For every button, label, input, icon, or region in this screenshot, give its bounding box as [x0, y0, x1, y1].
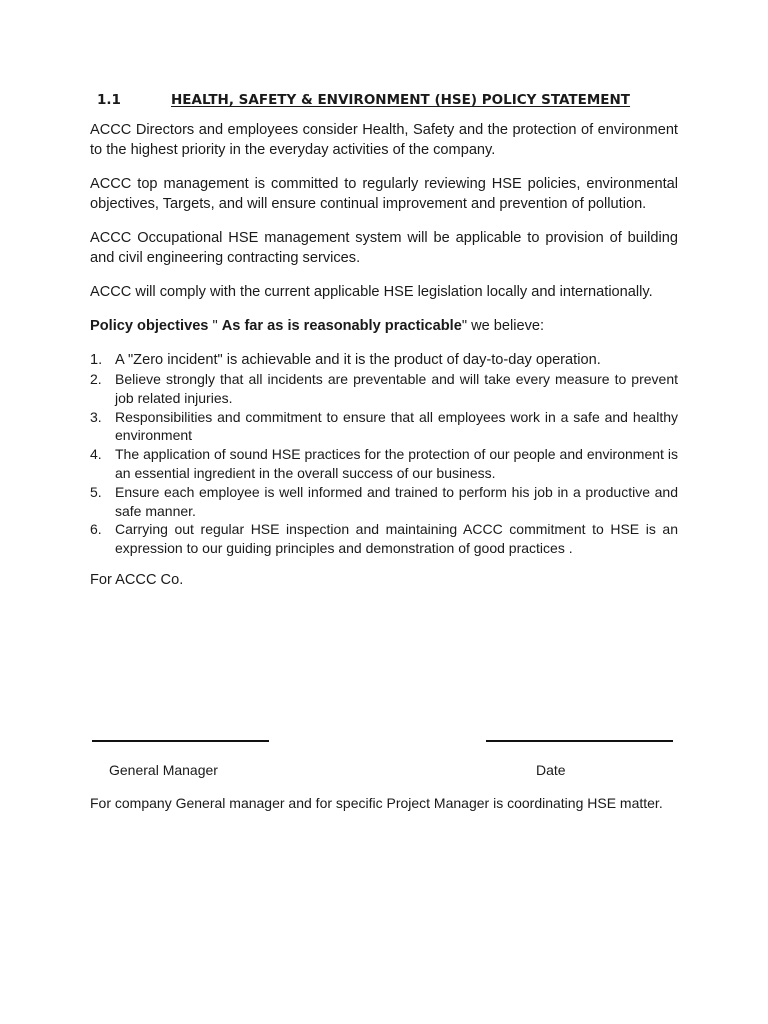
list-item-number: 3.	[90, 408, 102, 425]
list-item-number: 1.	[90, 352, 103, 368]
objectives-list	[90, 350, 678, 558]
policy-document	[90, 92, 678, 588]
list-item-text: Carrying out regular HSE inspection and maintaining ACCC commitment to HSE is an expression to our guiding principles and demonstration of good practices .	[115, 521, 678, 557]
list-item	[90, 520, 678, 558]
footer-note: For company General manager and for specific Project Manager is coordinating HSE matter.	[90, 795, 663, 811]
list-item	[90, 370, 678, 408]
list-item-number: 4.	[90, 446, 102, 463]
for-company-line: For ACCC Co.	[90, 571, 184, 588]
objectives-label: Policy objectives	[90, 318, 209, 334]
list-item-text: The application of sound HSE practices for the protection of our people and environment is an essential ingredient in the overall success of our business.	[115, 446, 678, 481]
objectives-intro-rest: " we believe:	[461, 318, 545, 334]
paragraph-management-system: ACCC Occupational HSE management system will be applicable to provision of building and civil engineering contracting services.	[90, 230, 678, 266]
signature-line-date	[486, 740, 673, 742]
objectives-emphasis: As far as is reasonably practicable	[221, 318, 462, 334]
objectives-quote-open: "	[208, 318, 222, 334]
paragraph-management-commitment: ACCC top management is committed to regularly reviewing HSE policies, environmental objectives, Targets, and will ensure continual improvement and prevention of pollution.	[90, 176, 678, 212]
objectives-intro	[90, 316, 678, 336]
list-item-text: A "Zero incident" is achievable and it is the product of day-to-day operation.	[115, 352, 601, 368]
signature-line-general-manager	[92, 740, 269, 742]
list-item	[90, 408, 678, 446]
list-item-number: 5.	[90, 483, 102, 500]
list-item	[90, 483, 678, 521]
section-title: HEALTH, SAFETY & ENVIRONMENT (HSE) POLICY STATEMENT	[171, 92, 631, 108]
list-item	[90, 350, 678, 370]
list-item-number: 6.	[90, 521, 102, 538]
paragraph-priority: ACCC Directors and employees consider Health, Safety and the protection of environment to the highest priority in the everyday activities of the company.	[90, 122, 678, 158]
section-heading	[90, 92, 678, 108]
list-item-text: Believe strongly that all incidents are preventable and will take every measure to prevent job related injuries.	[115, 371, 678, 406]
section-number: 1.1	[97, 92, 121, 108]
list-item-number: 2.	[90, 371, 102, 387]
paragraph-legislation: ACCC will comply with the current applicable HSE legislation locally and internationally.	[90, 284, 653, 300]
list-item-text: Responsibilities and commitment to ensure that all employees work in a safe and healthy environment	[115, 408, 678, 444]
list-item	[90, 445, 678, 483]
signature-label-date: Date	[536, 762, 566, 778]
list-item-text: Ensure each employee is well informed and trained to perform his job in a productive and safe manner.	[115, 483, 678, 519]
signature-label-general-manager: General Manager	[109, 762, 218, 778]
